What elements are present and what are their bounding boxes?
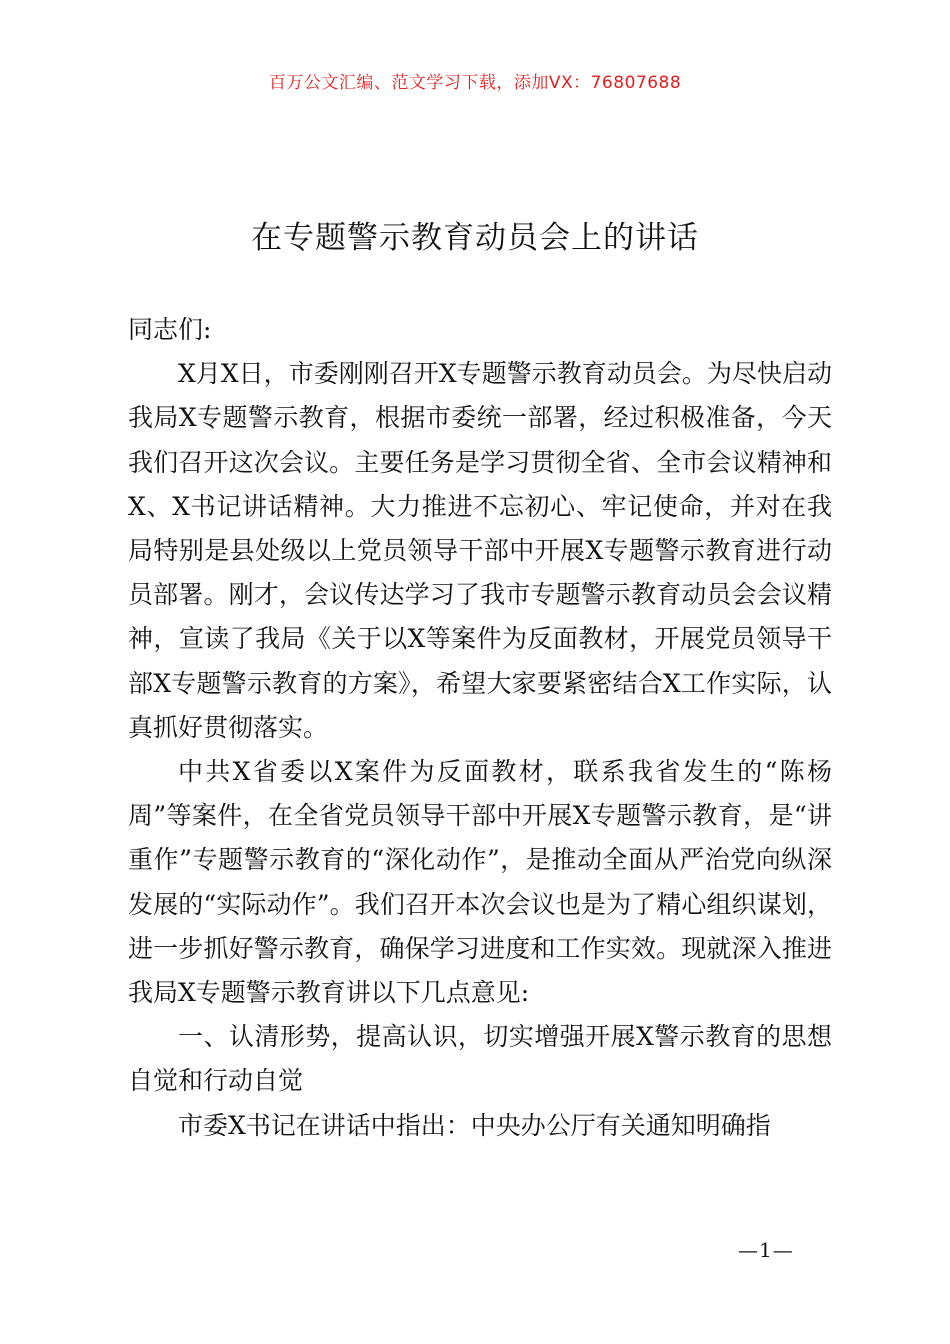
page-number: —1— (738, 1238, 794, 1262)
section-heading-1: 一、认清形势，提高认识，切实增强开展X警示教育的思想自觉和行动自觉 (128, 1022, 832, 1096)
salutation: 同志们: (128, 315, 212, 344)
paragraph-2: 中共X省委以X案件为反面教材，联系我省发生的“陈杨周”等案件，在全省党员领导干部中开展X专题警示教育，是“讲重作”专题警示教育的“深化动作”，是推动全面从严治党向纵深发展的“实际动作”。我们召开本次会议也是为了精心组织谋划，进一步抓好警示教育，确保学习进度和工作实效。现就深入推进我局X专题警示教育讲以下几点意见: (128, 757, 832, 1008)
document-title: 在专题警示教育动员会上的讲话 (251, 220, 699, 256)
watermark-banner: 百万公文汇编、范文学习下载，添加VX：76807688 (268, 73, 682, 93)
document-body (128, 308, 832, 1148)
paragraph-3: 市委X书记在讲话中指出：中央办公厅有关通知明确指 (178, 1110, 771, 1140)
paragraph-1: X月X日，市委刚刚召开X专题警示教育动员会。为尽快启动我局X专题警示教育，根据市委统一部署，经过积极准备，今天我们召开这次会议。主要任务是学习贯彻全省、全市会议精神和X、X书记讲话精神。大力推进不忘初心、牢记使命，并对在我局特别是县处级以上党员领导干部中开展X专题警示教育进行动员部署。刚才，会议传达学习了我市专题警示教育动员会会议精神，宣读了我局《关于以X等案件为反面教材，开展党员领导干部X专题警示教育的方案》，希望大家要紧密结合X工作实际，认真抓好贯彻落实。 (128, 359, 832, 742)
